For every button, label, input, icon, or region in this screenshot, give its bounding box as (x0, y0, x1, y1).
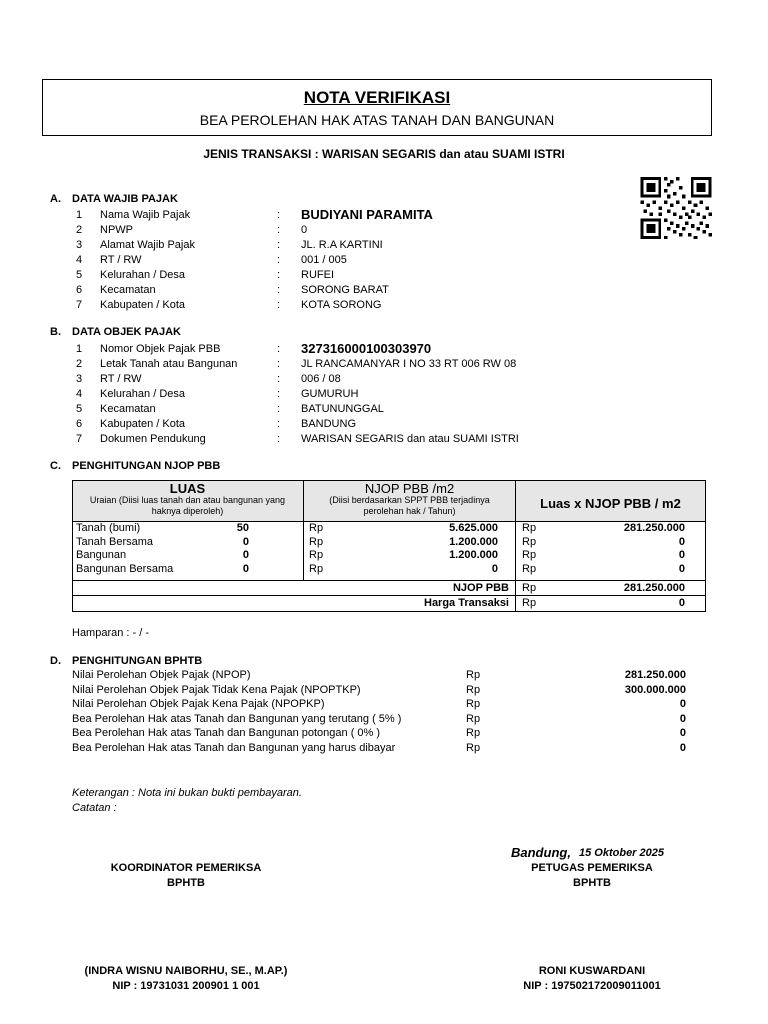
data-row (0, 418, 768, 432)
title-box (42, 79, 712, 136)
row-number: 2 (76, 358, 83, 370)
row-number: 4 (76, 388, 83, 400)
bphtb-row (0, 684, 768, 698)
njop-pbb-value: 281.250.000 (623, 582, 685, 594)
njop-row-total: 0 (678, 535, 685, 548)
row-colon: : (277, 358, 281, 370)
left-signer-org: BPHTB (167, 877, 205, 889)
left-signer-name: (INDRA WISNU NAIBORHU, SE., M.AP.) (84, 965, 288, 977)
njop-row-total: 0 (678, 562, 685, 575)
sign-place: Bandung, (511, 845, 571, 860)
bphtb-value: 0 (679, 698, 686, 711)
col-njop-header: NJOP PBB /m2 (364, 481, 455, 496)
data-row (0, 284, 768, 298)
njop-row-njop: 1.200.000 (449, 549, 498, 561)
njop-row-njop: 0 (491, 562, 498, 575)
row-value: JL RANCAMANYAR I NO 33 RT 006 RW 08 (301, 358, 517, 370)
col-total-header: Luas x NJOP PBB / m2 (540, 496, 681, 511)
row-colon: : (277, 254, 281, 266)
row-number: 3 (76, 373, 83, 385)
row-label: Alamat Wajib Pajak (100, 239, 195, 251)
row-colon: : (277, 388, 281, 400)
section-b-title: DATA OBJEK PAJAK (72, 326, 181, 338)
njop-row-luas: 0 (242, 535, 249, 548)
njop-row-label: Bangunan Bersama (76, 562, 174, 575)
row-colon: : (277, 284, 281, 296)
njop-row-total: 281.250.000 (623, 522, 685, 534)
bphtb-label: Nilai Perolehan Objek Pajak Tidak Kena Pajak (NPOPTKP) (72, 683, 361, 696)
row-value: GUMURUH (301, 388, 359, 400)
row-colon: : (277, 373, 281, 385)
njop-row-currency: Rp (309, 549, 324, 561)
table-border-bottom (72, 611, 706, 612)
data-row (0, 403, 768, 417)
njop-pbb-currency: Rp (522, 582, 537, 594)
bphtb-currency: Rp (466, 727, 481, 740)
row-colon: : (277, 403, 281, 415)
bphtb-label: Bea Perolehan Hak atas Tanah dan Bangunan yang terutang ( 5% ) (72, 712, 402, 725)
row-colon: : (277, 209, 281, 221)
njop-row-luas: 0 (242, 562, 249, 575)
bphtb-currency: Rp (466, 712, 481, 725)
sign-date: 15 Oktober 2025 (579, 847, 664, 859)
right-signer-nip: NIP : 197502172009011001 (523, 980, 661, 992)
row-number: 7 (76, 433, 83, 445)
section-d-letter: D. (50, 655, 61, 667)
row-value: KOTA SORONG (301, 299, 382, 311)
section-b-letter: B. (50, 326, 61, 338)
row-label: Letak Tanah atau Bangunan (100, 358, 238, 370)
row-number: 5 (76, 403, 83, 415)
njop-row-currency: Rp (522, 549, 537, 561)
row-label: Nama Wajib Pajak (100, 209, 191, 221)
document-title: NOTA VERIFIKASI (303, 88, 451, 107)
njop-row-currency: Rp (522, 522, 537, 534)
row-value: BATUNUNGGAL (301, 403, 384, 415)
row-value: WARISAN SEGARIS dan atau SUAMI ISTRI (301, 433, 519, 445)
njop-row-luas: 0 (242, 549, 249, 561)
njop-row-njop: 5.625.000 (449, 522, 498, 534)
section-a-letter: A. (50, 193, 61, 205)
bphtb-row (0, 669, 768, 683)
data-row (0, 209, 768, 223)
bphtb-currency: Rp (466, 742, 481, 754)
keterangan-note: Keterangan : Nota ini bukan bukti pembayaran. (72, 787, 302, 799)
njop-row-label: Tanah Bersama (76, 535, 154, 548)
bphtb-label: Nilai Perolehan Objek Pajak (NPOP) (72, 669, 251, 681)
bphtb-currency: Rp (466, 669, 481, 681)
document-subtitle: BEA PEROLEHAN HAK ATAS TANAH DAN BANGUNAN (199, 112, 555, 128)
bphtb-value: 0 (679, 712, 686, 725)
data-row (0, 299, 768, 313)
row-number: 7 (76, 299, 83, 311)
row-value: 327316000100303970 (301, 341, 432, 356)
njop-table (72, 480, 706, 612)
bphtb-row (0, 742, 768, 756)
data-row (0, 224, 768, 238)
row-number: 6 (76, 418, 83, 430)
data-row (0, 373, 768, 387)
bphtb-value: 300.000.000 (624, 683, 686, 696)
data-row (0, 358, 768, 372)
row-label: Kecamatan (100, 284, 156, 296)
data-row (0, 433, 768, 447)
section-a-title: DATA WAJIB PAJAK (72, 193, 178, 205)
row-label: Kabupaten / Kota (100, 299, 186, 311)
row-colon: : (277, 433, 281, 445)
section-c-title: PENGHITUNGAN NJOP PBB (72, 460, 221, 472)
data-row (0, 254, 768, 268)
bphtb-row (0, 727, 768, 741)
row-value: BUDIYANI PARAMITA (301, 207, 433, 222)
bphtb-row (0, 698, 768, 712)
row-label: Dokumen Pendukung (100, 433, 206, 445)
col-luas-header: LUAS (169, 481, 206, 496)
row-label: NPWP (100, 224, 133, 236)
row-label: RT / RW (100, 373, 142, 385)
njop-row-total: 0 (678, 549, 685, 561)
data-row (0, 343, 768, 357)
njop-row-njop: 1.200.000 (449, 535, 498, 548)
transaction-type: JENIS TRANSAKSI : WARISAN SEGARIS dan atau SUAMI ISTRI (203, 147, 565, 161)
row-value: SORONG BARAT (301, 284, 389, 296)
row-label: Kelurahan / Desa (100, 269, 185, 281)
col-luas-note: Uraian (Diisi luas tanah dan atau bangunan yang haknya diperoleh) (89, 495, 286, 516)
harga-transaksi-currency: Rp (522, 597, 537, 609)
table-body-divider (72, 580, 706, 581)
bphtb-currency: Rp (466, 683, 481, 696)
row-value: 006 / 08 (301, 373, 341, 385)
bphtb-label: Bea Perolehan Hak atas Tanah dan Bangunan yang harus dibayar (72, 742, 396, 754)
bphtb-label: Nilai Perolehan Objek Pajak Kena Pajak (NPOPKP) (72, 698, 325, 711)
njop-row-currency: Rp (309, 562, 324, 575)
row-label: Kecamatan (100, 403, 156, 415)
section-c-letter: C. (50, 460, 61, 472)
left-signer-role: KOORDINATOR PEMERIKSA (110, 862, 262, 874)
section-c-heading (50, 460, 220, 472)
bphtb-value: 281.250.000 (624, 669, 686, 681)
section-a-heading (50, 193, 178, 205)
row-value: RUFEI (301, 269, 334, 281)
section-d-heading (50, 655, 202, 667)
data-row (0, 388, 768, 402)
right-signer-org: BPHTB (573, 877, 611, 889)
row-number: 4 (76, 254, 83, 266)
row-number: 6 (76, 284, 83, 296)
njop-row-label: Bangunan (76, 549, 127, 561)
njop-row-currency: Rp (522, 535, 537, 548)
harga-transaksi-value: 0 (678, 597, 685, 609)
row-number: 3 (76, 239, 83, 251)
njop-pbb-label: NJOP PBB (452, 582, 509, 594)
bphtb-value: 0 (679, 727, 686, 740)
row-number: 1 (76, 343, 83, 355)
njop-row-currency: Rp (309, 535, 324, 548)
row-number: 1 (76, 209, 83, 221)
right-signer-name: RONI KUSWARDANI (538, 965, 646, 977)
right-signer-role: PETUGAS PEMERIKSA (531, 862, 653, 874)
njop-row-label: Tanah (bumi) (76, 522, 141, 534)
col-njop-note: (Diisi berdasarkan SPPT PBB terjadinya perolehan hak / Tahun) (329, 495, 490, 516)
row-label: RT / RW (100, 254, 142, 266)
row-value: BANDUNG (301, 418, 357, 430)
bphtb-label: Bea Perolehan Hak atas Tanah dan Bangunan potongan ( 0% ) (72, 727, 381, 740)
row-value: JL. R.A KARTINI (301, 239, 383, 251)
hamparan-text: Hamparan : - / - (72, 627, 150, 639)
row-value: 001 / 005 (301, 254, 347, 266)
njop-row-currency: Rp (522, 562, 537, 575)
row-colon: : (277, 343, 281, 355)
catatan-note: Catatan : (72, 802, 117, 814)
bphtb-currency: Rp (466, 698, 481, 711)
bphtb-row (0, 713, 768, 727)
row-label: Kabupaten / Kota (100, 418, 186, 430)
data-row (0, 269, 768, 283)
section-b-heading (50, 326, 181, 338)
row-value: 0 (301, 224, 308, 236)
row-number: 2 (76, 224, 83, 236)
row-colon: : (277, 269, 281, 281)
row-colon: : (277, 299, 281, 311)
njop-row-luas: 50 (236, 522, 249, 534)
harga-transaksi-label: Harga Transaksi (424, 597, 509, 609)
row-label: Nomor Objek Pajak PBB (100, 343, 221, 355)
njop-row-currency: Rp (309, 522, 324, 534)
row-colon: : (277, 224, 281, 236)
data-row (0, 239, 768, 253)
row-colon: : (277, 239, 281, 251)
row-number: 5 (76, 269, 83, 281)
section-d-title: PENGHITUNGAN BPHTB (72, 655, 203, 667)
table-border-right (705, 480, 706, 612)
left-signer-nip: NIP : 19731031 200901 1 001 (112, 980, 260, 992)
row-label: Kelurahan / Desa (100, 388, 185, 400)
row-colon: : (277, 418, 281, 430)
table-total-divider (72, 595, 706, 596)
bphtb-value: 0 (679, 742, 686, 754)
